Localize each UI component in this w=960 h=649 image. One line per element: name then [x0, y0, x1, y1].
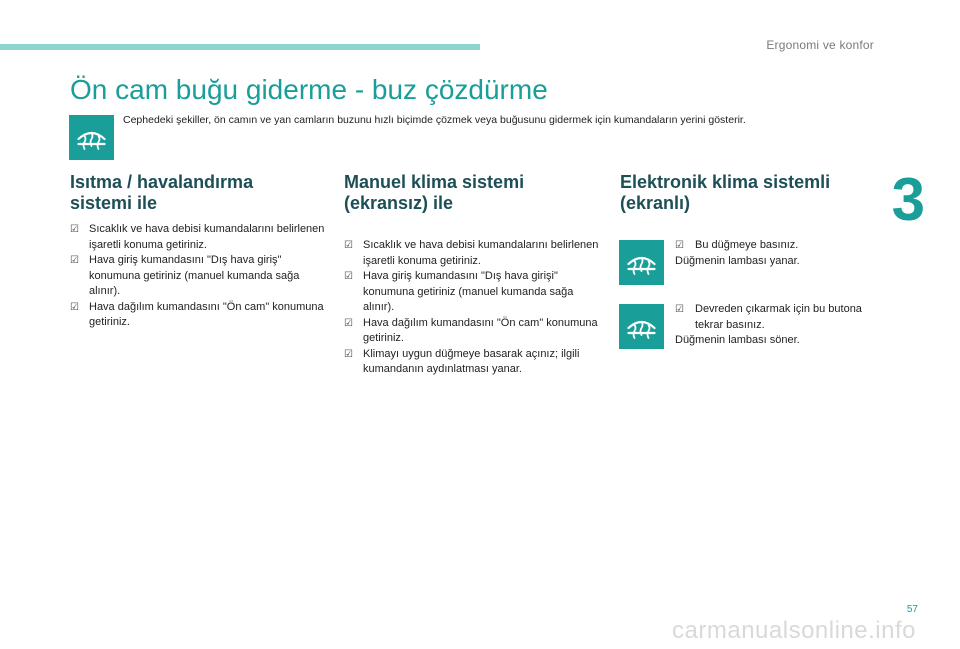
heading-line: sistemi ile: [70, 193, 158, 213]
windscreen-defrost-icon: [619, 240, 664, 285]
list-item: ☑ Hava giriş kumandasını "Dış hava girişi" konumuna getiriniz (manuel kumanda sağa alınır).: [344, 269, 606, 316]
list-item: ☑ Bu düğmeye basınız.: [675, 238, 875, 254]
heading-line: (ekransız) ile: [344, 193, 454, 213]
watermark: carmanualsonline.info: [672, 617, 916, 644]
heading-line: (ekranlı): [620, 193, 691, 213]
page-number: 57: [906, 604, 918, 615]
windscreen-defrost-icon: [69, 115, 114, 160]
step-note: Düğmenin lambası yanar.: [675, 254, 800, 267]
heading-line: Elektronik klima sistemli: [620, 172, 831, 192]
manual-ac-steps: [344, 238, 606, 378]
electronic-ac-section-heading: [620, 172, 830, 214]
manual-ac-section-heading: [344, 172, 524, 214]
intro-text: Cephedeki şekiller, ön camın ve yan camların buzunu hızlı biçimde çözmek veya buğusunu gidermek için kumandaların yerini gösterir.: [123, 114, 746, 126]
electronic-step-off: [675, 302, 875, 349]
list-item: ☑ Devreden çıkarmak için bu butona tekrar basınız.: [675, 302, 875, 333]
heading-line: Manuel klima sistemi: [344, 172, 525, 192]
header-accent-bar: [0, 44, 480, 50]
list-item: ☑ Sıcaklık ve hava debisi kumandalarını belirlenen işaretli konuma getiriniz.: [70, 222, 332, 253]
windscreen-defrost-icon: [619, 304, 664, 349]
list-item: ☑ Klimayı uygun düğmeye basarak açınız; ilgili kumandanın aydınlatması yanar.: [344, 347, 606, 378]
chapter-number: 3: [891, 166, 925, 233]
list-item: ☑ Hava giriş kumandasını "Dış hava giriş" konumuna getiriniz (manuel kumanda sağa alınır).: [70, 253, 332, 300]
list-item: ☑ Hava dağılım kumandasını "Ön cam" konumuna getiriniz.: [70, 300, 332, 331]
list-item: ☑ Hava dağılım kumandasını "Ön cam" konumuna getiriniz.: [344, 316, 606, 347]
page-title: Ön cam buğu giderme - buz çözdürme: [70, 74, 548, 105]
heating-steps: [70, 222, 332, 331]
step-note: Düğmenin lambası söner.: [675, 334, 800, 346]
heading-line: Isıtma / havalandırma: [70, 172, 254, 192]
list-item: ☑ Sıcaklık ve hava debisi kumandalarını belirlenen işaretli konuma getiriniz.: [344, 238, 606, 269]
electronic-step-on: [675, 238, 875, 269]
section-header: Ergonomi ve konfor: [766, 38, 874, 52]
heating-section-heading: [70, 172, 253, 214]
